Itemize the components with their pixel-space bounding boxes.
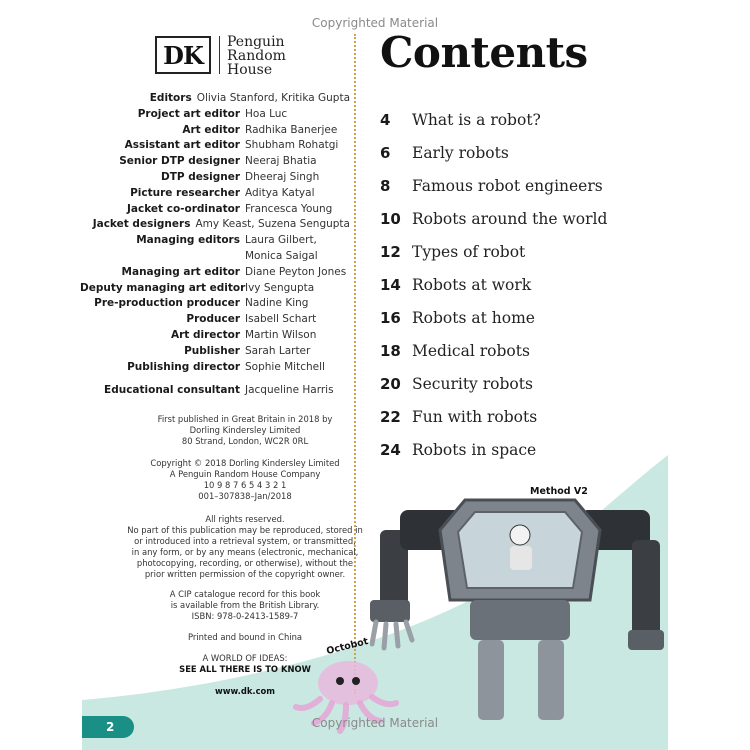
toc-page-number: 14 bbox=[380, 275, 401, 294]
credit-row bbox=[80, 92, 350, 108]
toc-title: Fun with robots bbox=[412, 407, 538, 426]
toc-title: Robots in space bbox=[412, 440, 537, 459]
toc-page-number: 10 bbox=[380, 209, 401, 228]
credit-role: Picture researcher bbox=[130, 186, 240, 199]
toc-title: Famous robot engineers bbox=[412, 176, 603, 195]
toc-page-number: 24 bbox=[380, 440, 401, 459]
toc-page-number: 4 bbox=[380, 110, 391, 129]
toc-title: What is a robot? bbox=[412, 110, 541, 129]
first-published-block: First published in Great Britain in 2018 by Dorling Kindersley Limited 80 Strand, London, WC2R 0RL bbox=[157, 414, 333, 446]
toc-entry[interactable] bbox=[380, 136, 720, 169]
credit-row bbox=[80, 313, 350, 329]
octobot-label: Octobot bbox=[325, 636, 370, 657]
toc-title: Security robots bbox=[412, 374, 533, 393]
toc-entry[interactable] bbox=[380, 268, 720, 301]
credit-role: Jacket co-ordinator bbox=[127, 202, 240, 215]
cip-block: A CIP catalogue record for this book is available from the British Library. ISBN: 978-0-2413-1589-7 bbox=[169, 589, 321, 621]
credit-name: Francesca Young bbox=[245, 202, 333, 215]
method-v2-robot-illustration bbox=[370, 490, 670, 730]
method-v2-label: Method V2 bbox=[530, 486, 588, 497]
credit-name: Diane Peyton Jones bbox=[245, 265, 347, 278]
credit-row bbox=[80, 108, 350, 124]
credit-name: Radhika Banerjee bbox=[245, 123, 338, 136]
credit-name: Sarah Larter bbox=[245, 344, 311, 357]
copyright-block: Copyright © 2018 Dorling Kindersley Limited A Penguin Random House Company 10 9 8 7 6 5 4 3 2 1 001–307838–Jan/2018 bbox=[150, 458, 340, 501]
credit-name: Laura Gilbert, bbox=[245, 234, 317, 247]
credit-name: Hoa Luc bbox=[245, 107, 288, 120]
credit-role: Educational consultant bbox=[104, 384, 240, 397]
toc-entry[interactable] bbox=[380, 334, 720, 367]
toc-entry[interactable] bbox=[380, 367, 720, 400]
toc-page-number: 20 bbox=[380, 374, 401, 393]
credit-row bbox=[80, 361, 350, 377]
rights-block: All rights reserved. No part of this publication may be reproduced, stored in or introduced into a retrieval system, or transmitted, in any form, or by any means (electronic, mechanical, photocopying, recording, or otherwise), without the prior written permission of the copyright owner. bbox=[127, 514, 363, 579]
watermark-top: Copyrighted Material bbox=[311, 16, 439, 30]
credit-row bbox=[80, 187, 350, 203]
credit-name: Dheeraj Singh bbox=[245, 170, 320, 183]
contents-list bbox=[380, 103, 720, 466]
credit-row bbox=[80, 155, 350, 171]
toc-entry[interactable] bbox=[380, 169, 720, 202]
toc-page-number: 22 bbox=[380, 407, 401, 426]
toc-page-number: 6 bbox=[380, 143, 391, 162]
credit-name: Jacqueline Harris bbox=[245, 384, 334, 397]
toc-entry[interactable] bbox=[380, 202, 720, 235]
credit-role: Producer bbox=[186, 313, 240, 326]
credit-role: Managing editors bbox=[136, 234, 240, 247]
credit-name: Ivy Sengupta bbox=[245, 281, 315, 294]
contents-title: Contents bbox=[380, 28, 588, 77]
toc-page-number: 8 bbox=[380, 176, 391, 195]
credit-role: Managing art editor bbox=[121, 265, 240, 278]
credit-role: Deputy managing art editor bbox=[80, 281, 246, 294]
penguin-random-house-logo: Penguin Random House bbox=[227, 34, 286, 78]
credit-role: Editors bbox=[149, 92, 192, 104]
credit-row bbox=[80, 234, 350, 250]
toc-page-number: 16 bbox=[380, 308, 401, 327]
toc-title: Robots around the world bbox=[412, 209, 608, 228]
credit-row bbox=[80, 297, 350, 313]
toc-entry[interactable] bbox=[380, 235, 720, 268]
consultant-row bbox=[80, 384, 350, 400]
credit-name: Monica Saigal bbox=[245, 249, 318, 262]
credit-role: Project art editor bbox=[137, 107, 240, 120]
credit-role: DTP designer bbox=[160, 170, 240, 183]
toc-entry[interactable] bbox=[380, 400, 720, 433]
credit-row bbox=[80, 139, 350, 155]
toc-entry[interactable] bbox=[380, 103, 720, 136]
toc-title: Early robots bbox=[412, 143, 509, 162]
credit-row bbox=[80, 218, 350, 234]
credit-name: Neeraj Bhatia bbox=[245, 155, 317, 168]
credit-role: Pre-production producer bbox=[94, 297, 240, 310]
printed-line: Printed and bound in China bbox=[187, 632, 303, 642]
credit-role: Art editor bbox=[182, 123, 240, 136]
credit-role: Publisher bbox=[184, 344, 240, 357]
credit-row bbox=[80, 266, 350, 282]
slogan-block: A WORLD OF IDEAS: SEE ALL THERE IS TO KNOW bbox=[179, 653, 311, 674]
credit-name: Sophie Mitchell bbox=[245, 360, 325, 373]
logo-divider bbox=[219, 36, 220, 74]
toc-entry[interactable] bbox=[380, 433, 720, 466]
credit-role: Art director bbox=[170, 328, 240, 341]
toc-page-number: 18 bbox=[380, 341, 401, 360]
credit-row bbox=[80, 329, 350, 345]
credit-name: Isabell Schart bbox=[245, 313, 317, 326]
toc-title: Medical robots bbox=[412, 341, 530, 360]
credit-name: Aditya Katyal bbox=[245, 186, 315, 199]
credit-role: Publishing director bbox=[127, 360, 240, 373]
credit-role: Assistant art editor bbox=[124, 139, 240, 152]
dk-logo: DK bbox=[155, 36, 211, 74]
toc-title: Robots at home bbox=[412, 308, 535, 327]
credit-name: Amy Keast, Suzena Sengupta bbox=[195, 218, 350, 231]
credit-row bbox=[80, 250, 350, 266]
toc-page-number: 12 bbox=[380, 242, 401, 261]
credit-name: Olivia Stanford, Kritika Gupta bbox=[196, 92, 350, 104]
website-link[interactable]: www.dk.com bbox=[214, 686, 276, 696]
credit-row bbox=[80, 124, 350, 140]
page-number-tab: 2 bbox=[82, 716, 134, 738]
credit-name: Martin Wilson bbox=[245, 328, 317, 341]
watermark-bottom: Copyrighted Material bbox=[311, 716, 439, 730]
credit-row bbox=[80, 171, 350, 187]
credit-row bbox=[80, 282, 350, 298]
credit-role: Jacket designers bbox=[92, 218, 191, 231]
credit-name: Nadine King bbox=[245, 297, 309, 310]
toc-title: Robots at work bbox=[412, 275, 532, 294]
credits-list bbox=[80, 92, 350, 400]
toc-title: Types of robot bbox=[412, 242, 526, 261]
credit-row bbox=[80, 203, 350, 219]
toc-entry[interactable] bbox=[380, 301, 720, 334]
credit-name: Shubham Rohatgi bbox=[245, 139, 339, 152]
credit-row bbox=[80, 345, 350, 361]
credit-role: Senior DTP designer bbox=[119, 155, 240, 168]
